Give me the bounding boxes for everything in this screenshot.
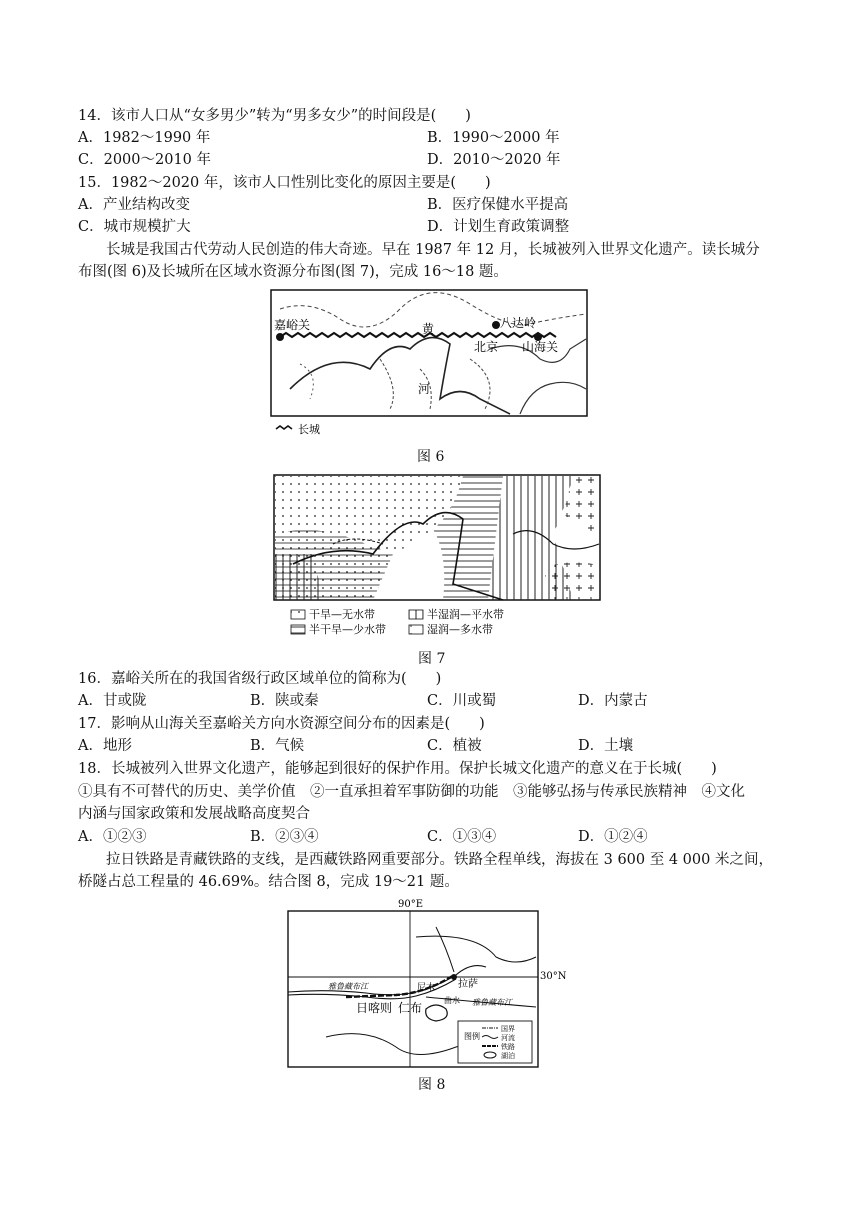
label-badaling: 八达岭: [500, 316, 537, 330]
q18-statements-line1: ①具有不可替代的历史、美学价值 ②一直承担着军事防御的功能 ③能够弘扬与传承民族精神 ④文化: [78, 784, 745, 800]
lhasa-point: [451, 974, 457, 980]
q15-option-c[interactable]: C．城市规模扩大: [78, 219, 191, 235]
figure-8-map: [286, 897, 576, 1071]
label-yarlung-east: 雅鲁藏布江: [472, 998, 512, 1007]
q15-option-b[interactable]: B．医疗保健水平提高: [427, 197, 569, 213]
q18-option-d[interactable]: D．①②④: [578, 829, 648, 845]
q16-option-c[interactable]: C．川或蜀: [427, 693, 497, 709]
figure-7-map: [273, 474, 605, 642]
label-lhasa: 拉萨: [458, 979, 478, 990]
q14-option-a[interactable]: A．1982～1990 年: [78, 130, 211, 146]
figure-8-caption: 图 8: [418, 1077, 446, 1093]
figure-6-map: [270, 289, 588, 437]
figure-6-caption: 图 6: [417, 449, 445, 465]
q14-option-b[interactable]: B．1990～2000 年: [427, 130, 560, 146]
legend-river: 河流: [501, 1034, 515, 1042]
question-14-stem: 14．该市人口从“女多男少”转为“男多女少”的时间段是( ): [78, 108, 471, 124]
q17-option-c[interactable]: C．植被: [427, 738, 482, 754]
q18-statements-line2: 内涵与国家政策和发展战略高度契合: [78, 806, 310, 822]
q17-option-d[interactable]: D．土壤: [578, 738, 634, 754]
q15-option-a[interactable]: A．产业结构改变: [78, 197, 190, 213]
legend-title-char1: 图例: [464, 1032, 480, 1041]
great-wall-legend-symbol: [276, 426, 292, 429]
question-16-stem: 16．嘉峪关所在的我国省级行政区域单位的简称为( ): [78, 671, 442, 687]
legend-semi-arid: 半干旱—少水带: [309, 623, 386, 636]
legend-great-wall: 长城: [298, 423, 320, 436]
label-beijing: 北京: [474, 340, 499, 354]
label-shigatse: 日喀则: [356, 1001, 393, 1015]
legend-humid: 湿润—多水带: [427, 623, 493, 636]
label-yarlung-west: 雅鲁藏布江: [328, 982, 368, 991]
label-renbu: 仁布: [398, 1001, 423, 1015]
q16-option-b[interactable]: B．陕或秦: [250, 693, 319, 709]
question-17-stem: 17．影响从山海关至嘉峪关方向水资源空间分布的因素是( ): [78, 716, 485, 732]
q18-option-a[interactable]: A．①②③: [78, 829, 147, 845]
jiayuguan-point: [276, 333, 284, 341]
legend-border: 国界: [501, 1025, 515, 1033]
question-18-stem: 18．长城被列入世界文化遗产，能够起到很好的保护作用。保护长城文化遗产的意义在于长城( ): [78, 761, 717, 777]
legend-semi-humid: 半湿润—平水带: [427, 608, 504, 621]
badaling-point: [492, 321, 500, 329]
q16-option-a[interactable]: A．甘或陇: [78, 693, 147, 709]
legend-arid: 干旱—无水带: [309, 608, 375, 621]
label-huang: 黄: [422, 322, 435, 336]
label-30n: 30°N: [540, 971, 567, 982]
label-qushui: 曲水: [444, 996, 460, 1005]
passage-great-wall-line1: 长城是我国古代劳动人民创造的伟大奇迹。早在 1987 年 12 月，长城被列入世界文化遗产。读长城分: [106, 242, 760, 258]
label-90e: 90°E: [398, 899, 424, 910]
legend-railway: 铁路: [501, 1043, 515, 1051]
label-shanhaiguan: 山海关: [522, 340, 559, 354]
passage-lari-railway-line1: 拉日铁路是青藏铁路的支线，是西藏铁路网重要部分。铁路全程单线，海拔在 3 600 至 4 000 米之间，: [106, 852, 773, 868]
label-nimu: 尼木: [417, 983, 436, 993]
q17-option-a[interactable]: A．地形: [78, 738, 132, 754]
passage-lari-railway-line2: 桥隧占总工程量的 46.69%。结合图 8，完成 19～21 题。: [78, 874, 459, 890]
q14-option-d[interactable]: D．2010～2020 年: [427, 152, 561, 168]
passage-great-wall-line2: 布图(图 6)及长城所在区域水资源分布图(图 7)，完成 16～18 题。: [78, 264, 508, 280]
q17-option-b[interactable]: B．气候: [250, 738, 305, 754]
figure-7-caption: 图 7: [418, 651, 446, 667]
legend-lake: 湖泊: [501, 1052, 515, 1060]
q18-option-b[interactable]: B．②③④: [250, 829, 319, 845]
question-15-stem: 15．1982～2020 年，该市人口性别比变化的原因主要是( ): [78, 175, 491, 191]
q16-option-d[interactable]: D．内蒙古: [578, 693, 648, 709]
q14-option-c[interactable]: C．2000～2010 年: [78, 152, 212, 168]
q18-option-c[interactable]: C．①③④: [427, 829, 497, 845]
label-he: 河: [418, 382, 431, 396]
q15-option-d[interactable]: D．计划生育政策调整: [427, 219, 570, 235]
label-jiayuguan: 嘉峪关: [274, 318, 311, 332]
